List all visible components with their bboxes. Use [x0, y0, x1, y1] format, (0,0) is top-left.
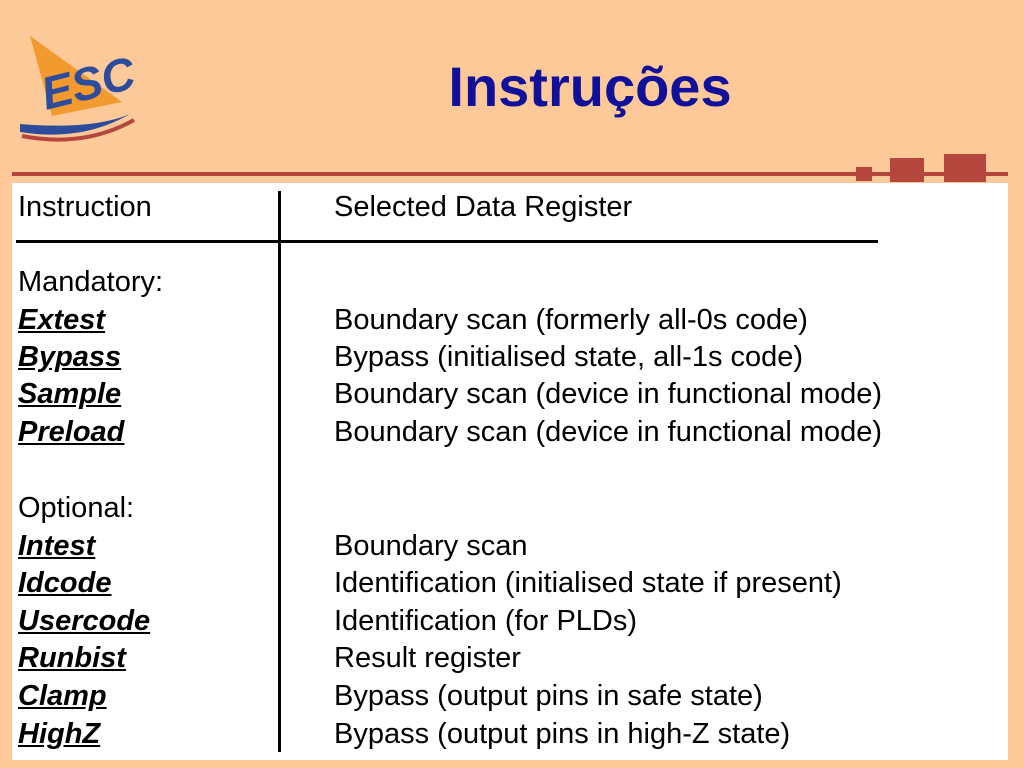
decor-square-small — [856, 167, 872, 181]
header-register: Selected Data Register — [334, 191, 633, 223]
decor-square-medium — [890, 158, 924, 182]
logo-text: ESC — [35, 46, 141, 120]
instruction-runbist: Runbist — [18, 642, 126, 674]
register-idcode: Identification (initialised state if present) — [334, 567, 842, 599]
slide-title: Instruções — [448, 55, 732, 118]
register-usercode: Identification (for PLDs) — [334, 605, 638, 637]
register-preload: Boundary scan (device in functional mode) — [334, 416, 883, 448]
instruction-usercode: Usercode — [18, 605, 151, 637]
instruction-intest: Intest — [18, 530, 96, 562]
instruction-bypass: Bypass — [18, 341, 122, 373]
instruction-sample: Sample — [18, 378, 122, 410]
esc-logo — [12, 24, 172, 144]
instruction-extest: Extest — [18, 304, 106, 336]
register-extest: Boundary scan (formerly all-0s code) — [334, 304, 808, 336]
instructions-table — [12, 183, 1008, 760]
register-sample: Boundary scan (device in functional mode) — [334, 378, 883, 410]
section-optional: Optional: — [18, 492, 135, 524]
register-bypass: Bypass (initialised state, all-1s code) — [334, 341, 804, 373]
decor-square-large — [944, 154, 986, 182]
register-intest: Boundary scan — [334, 530, 528, 562]
register-runbist: Result register — [334, 642, 521, 674]
instruction-preload: Preload — [18, 416, 125, 448]
register-highz: Bypass (output pins in high-Z state) — [334, 718, 791, 750]
instruction-clamp: Clamp — [18, 680, 107, 712]
header-instruction: Instruction — [18, 191, 152, 223]
header-rule — [16, 240, 878, 243]
section-mandatory: Mandatory: — [18, 266, 164, 298]
column-divider — [278, 191, 281, 752]
register-clamp: Bypass (output pins in safe state) — [334, 680, 763, 712]
instruction-highz: HighZ — [18, 718, 101, 750]
instruction-idcode: Idcode — [18, 567, 112, 599]
